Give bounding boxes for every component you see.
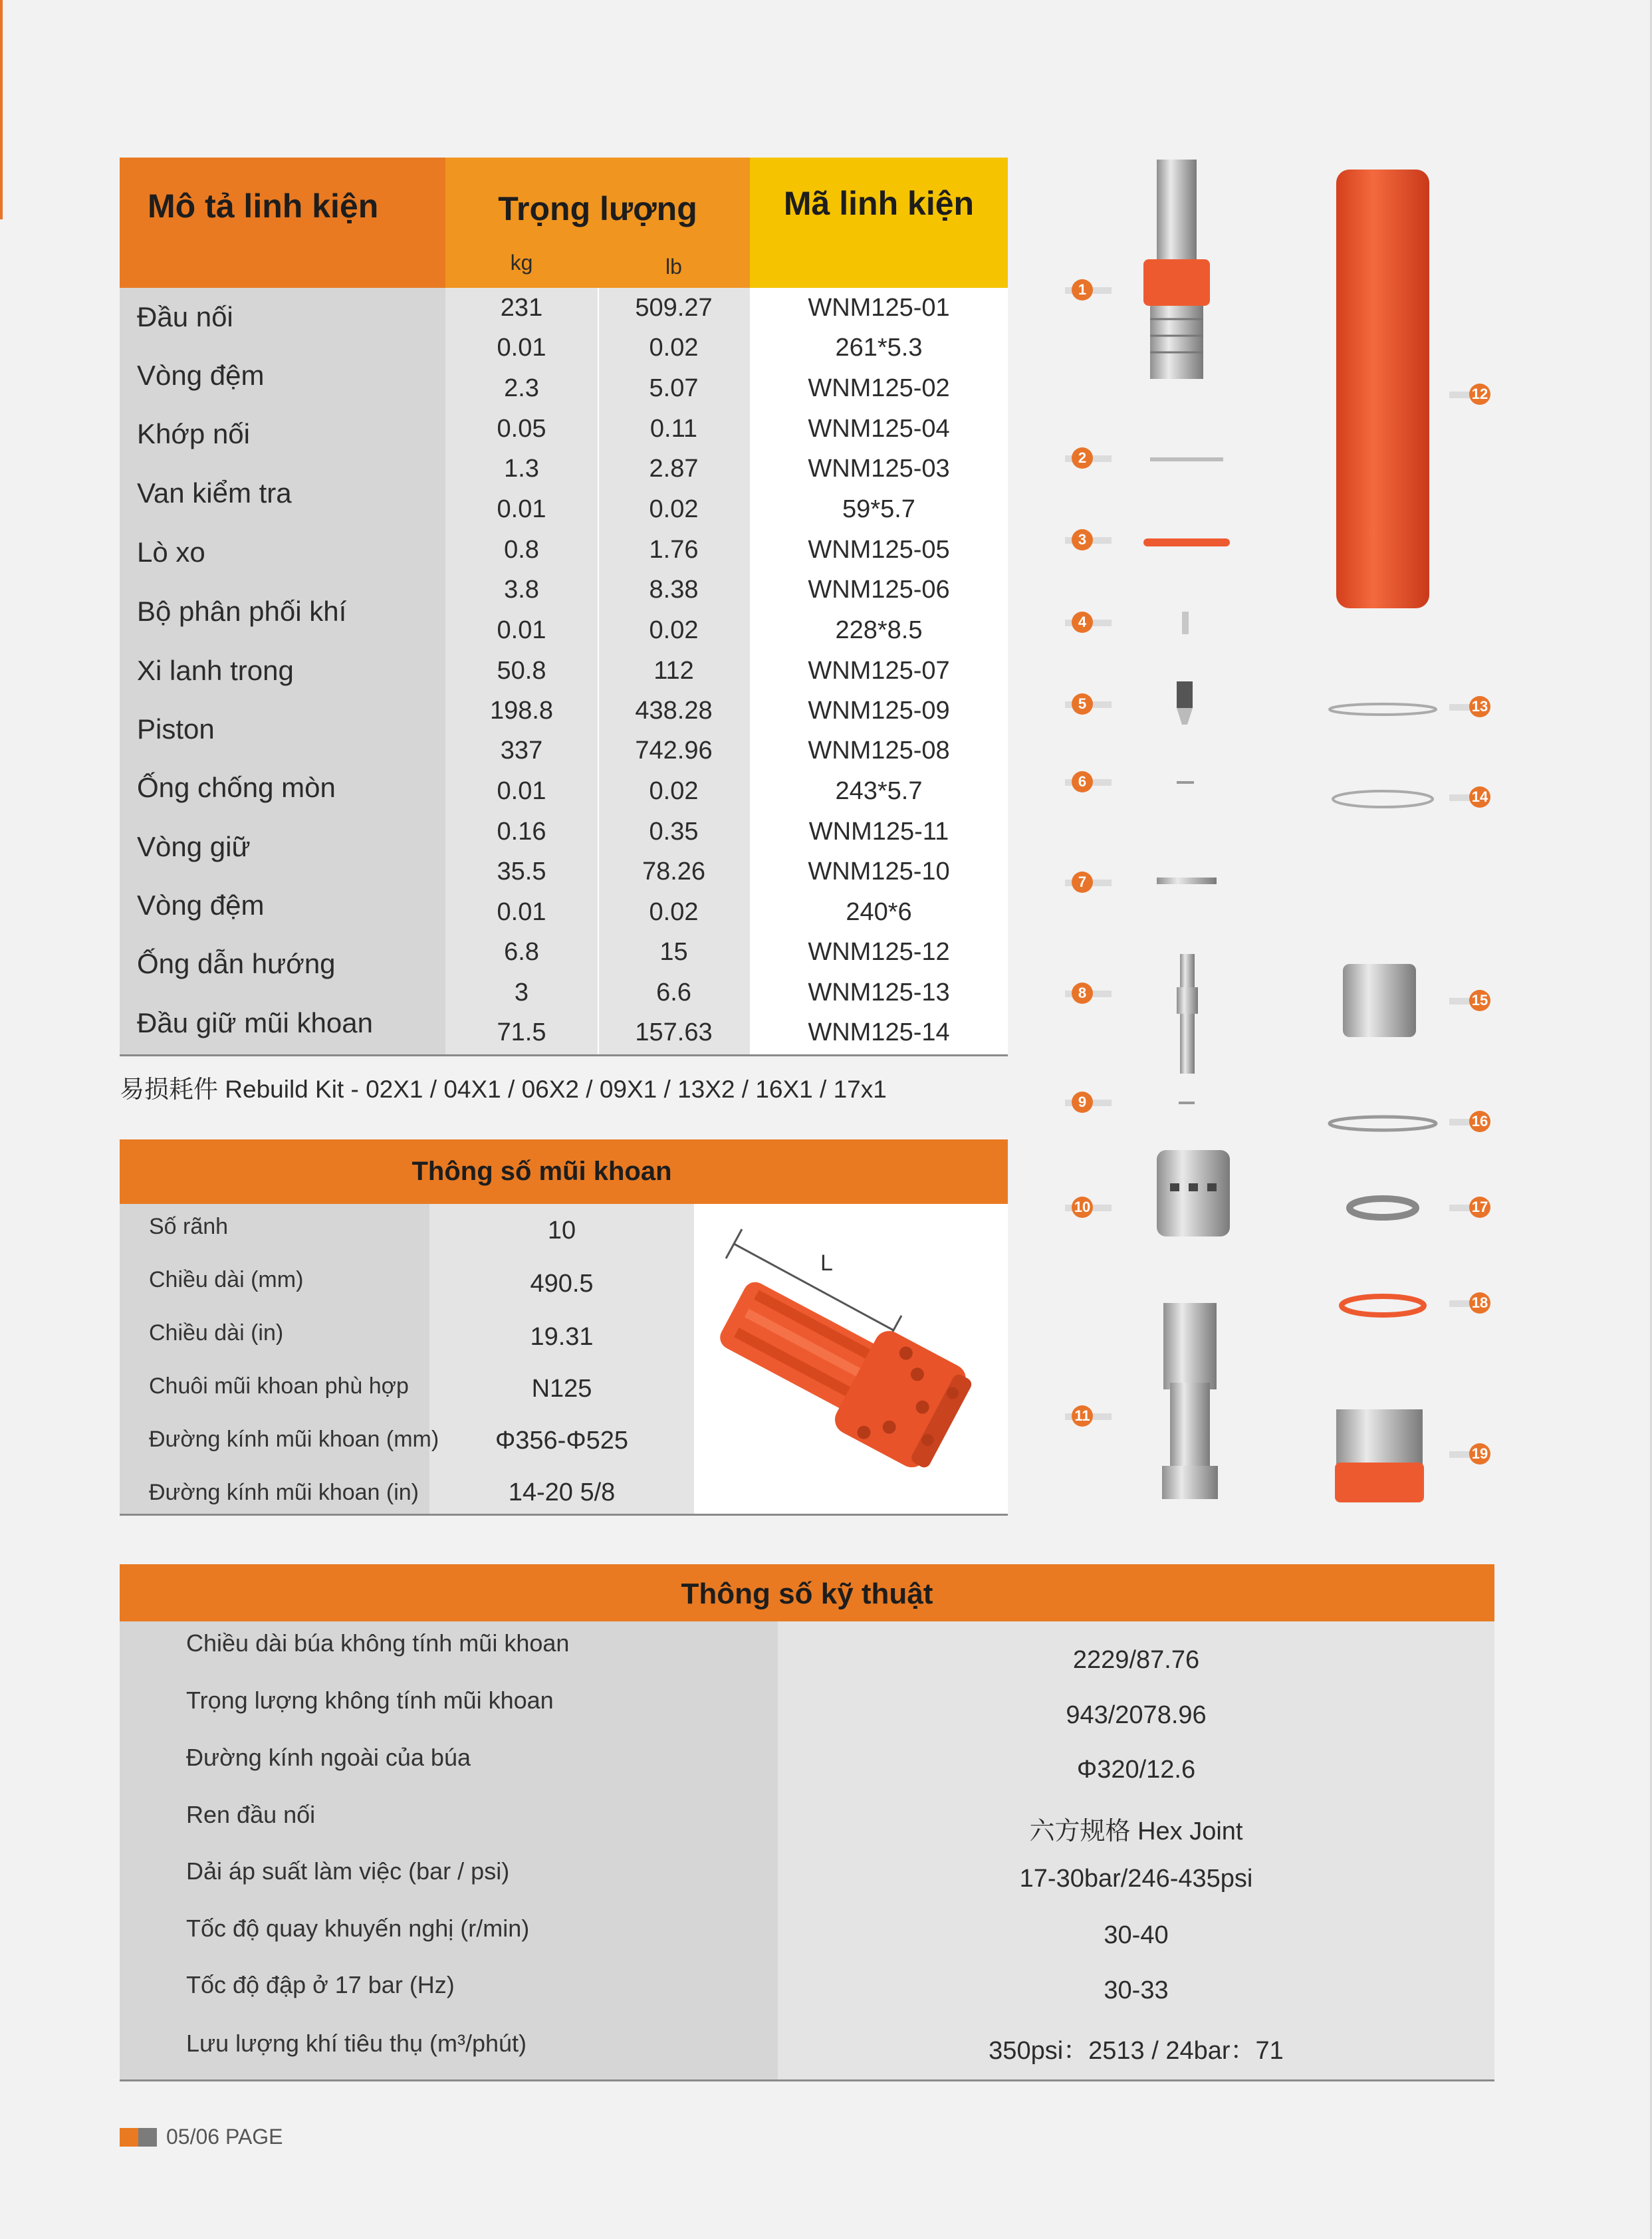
part-name: Đầu nối <box>137 301 233 332</box>
callout-marker: 6 <box>1072 771 1093 792</box>
part-small-spacer <box>1179 1102 1195 1104</box>
weight-lb: 8.38 <box>649 576 699 604</box>
weight-lb: 2.87 <box>649 455 699 483</box>
tech-spec-value: 六方规格 Hex Joint <box>1029 1818 1243 1845</box>
part-wear-sleeve <box>1343 964 1416 1037</box>
weight-kg: 2.3 <box>504 374 539 402</box>
weight-kg: 0.8 <box>504 536 539 564</box>
bit-spec-title: Thông số mũi khoan <box>412 1157 672 1186</box>
table-row <box>120 771 1008 811</box>
tech-spec-header <box>120 1564 1494 1621</box>
callout-marker: 9 <box>1072 1092 1093 1113</box>
weight-kg: 6.8 <box>504 938 539 966</box>
part-name: Piston <box>137 713 215 745</box>
part-ring-17 <box>1350 1199 1416 1217</box>
weight-kg: 337 <box>500 737 543 765</box>
table-bottom-rule <box>120 1054 1008 1056</box>
tech-spec-value: 30-33 <box>1104 1976 1169 2004</box>
weight-lb: 0.35 <box>649 818 699 846</box>
table-row <box>120 852 1008 891</box>
tech-spec-title: Thông số kỹ thuật <box>681 1578 933 1610</box>
bit-spec-value: N125 <box>531 1375 592 1403</box>
part-top-sub <box>1143 160 1210 379</box>
weight-kg: 0.16 <box>497 818 546 846</box>
header-description: Mô tả linh kiện <box>148 187 379 225</box>
weight-kg: 198.8 <box>489 697 554 725</box>
drill-bit-image <box>694 1204 1008 1514</box>
part-name: Ống dẫn hướng <box>137 948 336 979</box>
tech-spec-value: 2229/87.76 <box>1072 1646 1200 1674</box>
part-code: WNM125-06 <box>808 576 950 604</box>
bit-spec-value-column <box>429 1204 694 1514</box>
header-weight: Trọng lượng <box>498 190 697 227</box>
tech-spec-label: Tốc độ đập ở 17 bar (Hz) <box>186 1971 455 1998</box>
part-code: WNM125-03 <box>808 455 950 483</box>
part-outer-cylinder <box>1336 170 1429 608</box>
tech-spec-label: Tốc độ quay khuyến nghị (r/min) <box>186 1915 530 1942</box>
tech-spec-value: 30-40 <box>1104 1921 1169 1949</box>
table-row <box>120 530 1008 570</box>
part-code: 261*5.3 <box>835 334 923 362</box>
part-code: WNM125-08 <box>808 737 950 765</box>
bit-spec-label-column <box>120 1204 429 1514</box>
weight-lb: 0.02 <box>649 495 699 523</box>
weight-kg: 3 <box>514 979 529 1006</box>
part-code: 59*5.7 <box>842 495 915 523</box>
callout-marker: 1 <box>1072 279 1093 300</box>
weight-lb: 0.02 <box>649 616 699 644</box>
table-row <box>120 288 1008 328</box>
header-weight-cell <box>445 158 750 288</box>
weight-kg: 0.05 <box>497 415 546 443</box>
table-row <box>120 731 1008 770</box>
table-row <box>120 651 1008 691</box>
header-description-cell <box>120 158 445 288</box>
tech-spec-label: Ren đầu nối <box>186 1801 316 1828</box>
callout-marker: 16 <box>1469 1111 1490 1132</box>
tech-spec-value: 17-30bar/246-435psi <box>1019 1865 1253 1893</box>
part-code: WNM125-10 <box>808 858 950 885</box>
callout-marker: 12 <box>1469 384 1490 405</box>
table-row <box>120 570 1008 610</box>
part-code: WNM125-13 <box>808 979 950 1006</box>
weight-kg: 71.5 <box>497 1018 546 1046</box>
footer-mark-orange <box>120 2128 138 2147</box>
part-spring <box>1177 681 1193 725</box>
callout-marker: 8 <box>1072 983 1093 1004</box>
header-code-cell <box>750 158 1008 288</box>
weight-lb: 15 <box>659 938 688 966</box>
part-code: WNM125-07 <box>808 657 950 685</box>
table-row <box>120 812 1008 852</box>
table-row <box>120 368 1008 408</box>
callout-marker: 17 <box>1469 1197 1490 1218</box>
header-code: Mã linh kiện <box>783 185 975 222</box>
table-row <box>120 932 1008 972</box>
weight-kg: 231 <box>500 294 543 322</box>
part-code: WNM125-02 <box>808 374 950 402</box>
part-coupling <box>1143 538 1230 546</box>
part-name: Khớp nối <box>137 418 250 449</box>
part-ring-18 <box>1342 1296 1424 1315</box>
dimension-label: L <box>820 1250 833 1276</box>
tech-spec-value: Φ320/12.6 <box>1076 1756 1196 1784</box>
callout-marker: 2 <box>1072 447 1093 469</box>
part-code: WNM125-12 <box>808 938 950 966</box>
tech-spec-bottom-rule <box>120 2079 1494 2081</box>
part-code: WNM125-05 <box>808 536 950 564</box>
weight-lb: 0.02 <box>649 334 699 362</box>
part-washer <box>1150 457 1223 461</box>
weight-lb: 5.07 <box>649 374 699 402</box>
table-row <box>120 328 1008 368</box>
part-ring-13 <box>1330 704 1436 715</box>
part-inner-cylinder <box>1162 1303 1218 1499</box>
table-row <box>120 610 1008 650</box>
tech-spec-table <box>120 1564 1494 2081</box>
bit-spec-value: Φ356-Φ525 <box>495 1427 629 1455</box>
weight-kg: 1.3 <box>504 455 539 483</box>
weight-kg: 0.01 <box>497 898 546 926</box>
callout-marker: 5 <box>1072 693 1093 715</box>
part-code: WNM125-04 <box>808 415 950 443</box>
callout-marker: 3 <box>1072 529 1093 550</box>
bit-spec-label: Đường kính mũi khoan (mm) <box>149 1427 439 1452</box>
exploded-parts-diagram <box>1050 146 1516 1542</box>
parts-table <box>120 158 1008 1054</box>
header-unit-kg: kg <box>510 251 533 275</box>
weight-lb: 0.02 <box>649 898 699 926</box>
part-code: WNM125-14 <box>808 1018 950 1046</box>
parts-illustrations <box>1050 146 1516 1542</box>
weight-lb: 157.63 <box>635 1018 713 1046</box>
part-bit-retainer <box>1335 1409 1424 1502</box>
callout-marker: 4 <box>1072 612 1093 633</box>
part-name: Bộ phân phối khí <box>137 596 347 627</box>
weight-lb: 112 <box>653 657 694 685</box>
bit-spec-table <box>120 1139 1008 1516</box>
callout-marker: 7 <box>1072 872 1093 893</box>
bit-spec-value: 490.5 <box>530 1270 594 1298</box>
part-name: Xi lanh trong <box>137 655 294 686</box>
part-ring-14 <box>1333 791 1433 807</box>
bit-spec-header <box>120 1139 1008 1204</box>
table-row <box>120 489 1008 529</box>
bit-spec-value: 14-20 5/8 <box>508 1478 616 1506</box>
table-row <box>120 973 1008 1012</box>
tech-spec-value: 350psi：2513 / 24bar：71 <box>989 2037 1284 2065</box>
part-small-pin <box>1177 781 1194 784</box>
table-row <box>120 449 1008 489</box>
weight-lb: 742.96 <box>635 737 713 765</box>
weight-lb: 0.11 <box>649 415 698 443</box>
bit-spec-label: Đường kính mũi khoan (in) <box>149 1480 419 1505</box>
weight-kg: 35.5 <box>497 858 546 885</box>
part-code: WNM125-01 <box>808 294 950 322</box>
tech-spec-label: Lưu lượng khí tiêu thụ (m³/phút) <box>186 2030 527 2057</box>
part-name: Lò xo <box>137 536 205 568</box>
callout-marker: 10 <box>1072 1197 1093 1218</box>
weight-kg: 3.8 <box>504 576 539 604</box>
bit-spec-label: Chuôi mũi khoan phù hợp <box>149 1373 409 1399</box>
weight-lb: 509.27 <box>635 294 713 322</box>
part-ring-16 <box>1330 1117 1436 1130</box>
weight-kg: 0.01 <box>497 495 546 523</box>
parts-table-header <box>120 158 1008 288</box>
weight-lb: 0.02 <box>649 777 699 805</box>
weight-lb: 78.26 <box>642 858 706 885</box>
bit-spec-value: 19.31 <box>530 1323 594 1351</box>
drill-bit-illustration <box>694 1204 1008 1514</box>
part-code: WNM125-09 <box>808 697 950 725</box>
weight-lb: 1.76 <box>649 536 699 564</box>
table-row <box>120 691 1008 731</box>
part-name: Vòng đệm <box>137 889 265 921</box>
callout-marker: 14 <box>1469 786 1490 808</box>
bit-spec-label: Chiều dài (in) <box>149 1320 284 1346</box>
tech-spec-label: Đường kính ngoài của búa <box>186 1744 471 1771</box>
part-distributor <box>1157 1150 1230 1237</box>
part-code: WNM125-11 <box>808 818 949 846</box>
part-rod <box>1157 878 1217 884</box>
tech-spec-value: 943/2078.96 <box>1066 1701 1207 1729</box>
part-name: Van kiểm tra <box>137 477 292 509</box>
part-name: Ống chống mòn <box>137 772 336 803</box>
bit-spec-value: 10 <box>547 1217 576 1244</box>
callout-marker: 18 <box>1469 1292 1490 1314</box>
weight-lb: 6.6 <box>656 979 691 1006</box>
callout-marker: 11 <box>1072 1405 1093 1427</box>
page-edge-accent <box>0 0 3 219</box>
part-piston <box>1177 954 1198 1074</box>
part-name: Vòng giữ <box>137 831 251 862</box>
weight-kg: 0.01 <box>497 334 546 362</box>
table-row <box>120 892 1008 932</box>
bit-spec-label: Số rãnh <box>149 1214 229 1239</box>
header-unit-lb: lb <box>665 255 682 279</box>
weight-kg: 50.8 <box>497 657 546 685</box>
page-number: 05/06 PAGE <box>166 2125 283 2149</box>
callout-marker: 13 <box>1469 696 1490 717</box>
bit-spec-label: Chiều dài (mm) <box>149 1267 304 1292</box>
callout-marker: 19 <box>1469 1443 1490 1465</box>
parts-table-body <box>120 288 1008 1054</box>
part-code: 228*8.5 <box>835 616 923 644</box>
rebuild-kit-note: 易损耗件 Rebuild Kit - 02X1 / 04X1 / 06X2 / 09X1 / 13X2 / 16X1 / 17x1 <box>120 1076 887 1103</box>
weight-kg: 0.01 <box>497 616 546 644</box>
tech-spec-label: Trọng lượng không tính mũi khoan <box>186 1687 554 1714</box>
bit-spec-bottom-rule <box>120 1514 1008 1516</box>
table-row <box>120 409 1008 449</box>
part-check-valve <box>1182 612 1189 634</box>
part-name: Đầu giữ mũi khoan <box>137 1007 373 1038</box>
callout-marker: 15 <box>1469 990 1490 1011</box>
footer-mark-grey <box>138 2128 157 2147</box>
tech-spec-label: Chiều dài búa không tính mũi khoan <box>186 1629 570 1657</box>
part-code: 243*5.7 <box>835 777 923 805</box>
tech-spec-label: Dải áp suất làm việc (bar / psi) <box>186 1857 510 1885</box>
weight-lb: 438.28 <box>635 697 713 725</box>
weight-kg: 0.01 <box>497 777 546 805</box>
table-row <box>120 1012 1008 1052</box>
part-name: Vòng đệm <box>137 360 265 391</box>
part-code: 240*6 <box>846 898 912 926</box>
tech-spec-value-column <box>778 1621 1494 2079</box>
